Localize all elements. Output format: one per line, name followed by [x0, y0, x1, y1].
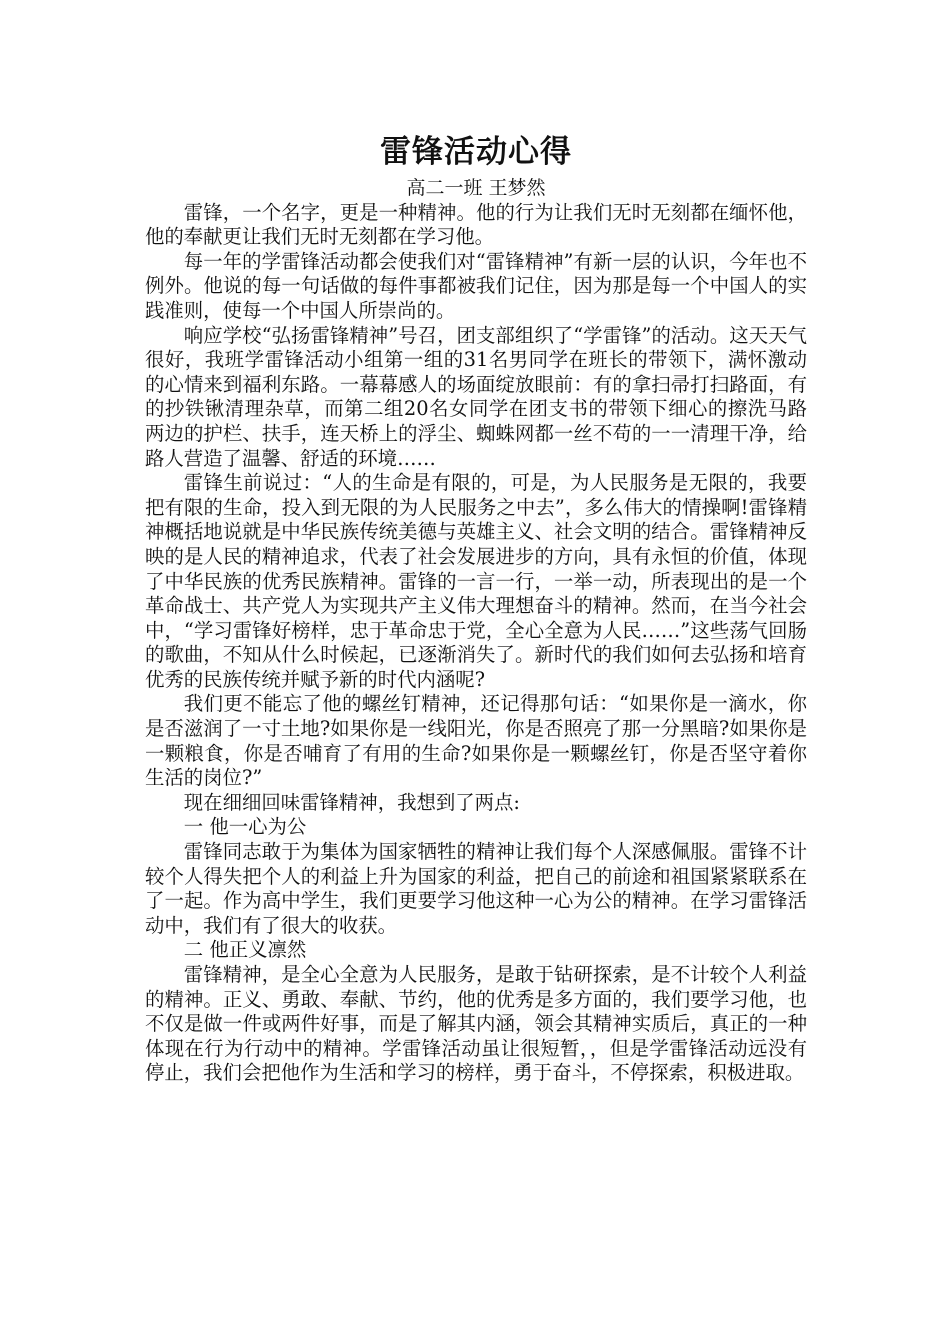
paragraph-lei-feng-quote: 雷锋生前说过：“人的生命是有限的，可是，为人民服务是无限的，我要把有限的生命，投入到无限的为人民服务之中去”，多么伟大的情操啊!雷锋精神概括地说就是中华民族传统美德与英雄主义、社会文明的结合。雷锋精神反映的是人民的精神追求，代表了社会发展进步的方向，具有永恒的价值，体现了中华民族的优秀民族精神。雷锋的一言一行，一举一动，所表现出的是一个革命战士、共产党人为实现共产主义伟大理想奋斗的精神。然而，在当今社会中，“学习雷锋好榜样，忠于革命忠于党，全心全意为人民……”这些荡气回肠的歌曲，不知从什么时候起，已逐渐消失了。新时代的我们如何去弘扬和培育优秀的民族传统并赋予新的时代内涵呢? — [145, 471, 807, 691]
paragraph-activity-report: 响应学校“弘扬雷锋精神”号召，团支部组织了“学雷锋”的活动。这天天气很好，我班学雷锋活动小组第一组的31名男同学在班长的带领下，满怀激动的心情来到福利东路。一幕幕感人的场面绽放眼前：有的拿扫帚打扫路面，有的抄铁锹清理杂草，而第二组20名女同学在团支书的带领下细心的擦洗马路两边的护栏、扶手，连天桥上的浮尘、蜘蛛网都一丝不苟的一一清理干净，给路人营造了温馨、舒适的环境…… — [145, 323, 807, 470]
section-heading-2: 二 他正义凛然 — [183, 938, 307, 962]
paragraph-section-1: 雷锋同志敢于为集体为国家牺牲的精神让我们每个人深感佩服。雷锋不计较个人得失把个人的利益上升为国家的利益，把自己的前途和祖国紧紧联系在了一起。作为高中学生，我们更要学习他这种一心为公的精神。在学习雷锋活动中，我们有了很大的收获。 — [145, 840, 807, 937]
paragraph-screw-spirit: 我们更不能忘了他的螺丝钉精神，还记得那句话：“如果你是一滴水，你是否滋润了一寸土地?如果你是一线阳光，你是否照亮了那一分黑暗?如果你是一颗粮食，你是否哺育了有用的生命?如果你是一颗螺丝钉，你是否坚守着你生活的岗位?” — [145, 692, 807, 790]
paragraph-annual-activity: 每一年的学雷锋活动都会使我们对“雷锋精神”有新一层的认识，今年也不例外。他说的每一句话做的每件事都被我们记住，因为那是每一个中国人的实践准则，使每一个中国人所崇尚的。 — [145, 249, 807, 322]
paragraph-intro: 雷锋，一个名字，更是一种精神。他的行为让我们无时无刻都在缅怀他，他的奉献更让我们无时无刻都在学习他。 — [145, 200, 807, 249]
document-body — [145, 201, 807, 1086]
document-title: 雷锋活动心得 — [380, 134, 572, 170]
paragraph-section-2: 雷锋精神，是全心全意为人民服务，是敢于钻研探索，是不计较个人利益的精神。正义、勇敢、奉献、节约，他的优秀是多方面的，我们要学习他，也不仅是做一件或两件好事，而是了解其内涵，领会其精神实质后，真正的一种体现在行为行动中的精神。学雷锋活动虽让很短暂，，但是学雷锋活动远没有停止，我们会把他作为生活和学习的榜样，勇于奋斗，不停探索，积极进取。 — [145, 963, 807, 1085]
paragraph-two-points: 现在细细回味雷锋精神，我想到了两点: — [183, 790, 520, 814]
document-page — [145, 128, 807, 1086]
author-byline: 高二一班 王梦然 — [406, 177, 546, 199]
section-heading-1: 一 他一心为公 — [183, 815, 307, 839]
